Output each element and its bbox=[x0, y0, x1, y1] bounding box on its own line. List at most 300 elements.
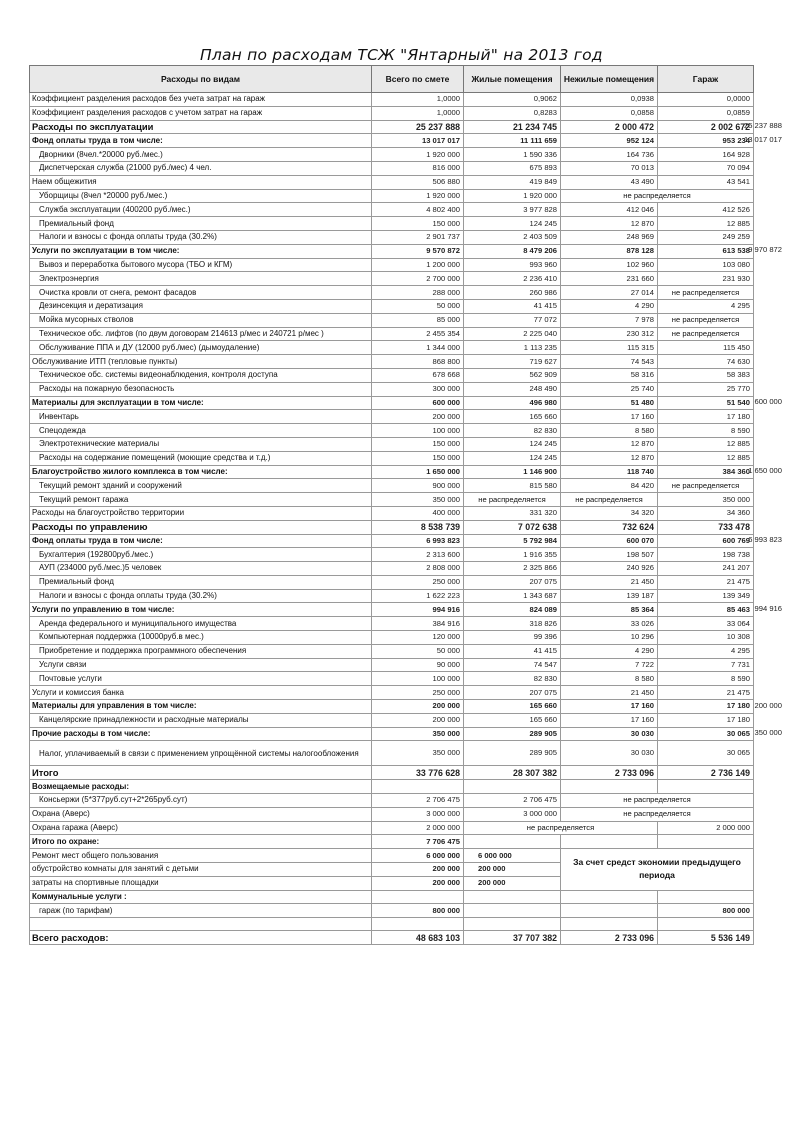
row-label: Услуги и комиссия банка bbox=[30, 686, 372, 700]
row-label: Охрана (Аверс) bbox=[30, 807, 372, 821]
cell-residential: 6 000 000 bbox=[464, 849, 561, 863]
cell-garage: 12 885 bbox=[658, 217, 754, 231]
cell-residential: не распределяется bbox=[464, 821, 658, 835]
row-label: Расходы по эксплуатации bbox=[30, 120, 372, 134]
cell-nonresidential: 7 978 bbox=[561, 313, 658, 327]
row-label: Расходы по управлению bbox=[30, 520, 372, 534]
cell-nonresidential: 139 187 bbox=[561, 589, 658, 603]
cell-garage: не распределяется bbox=[658, 327, 754, 341]
cell-residential: 1 920 000 bbox=[464, 189, 561, 203]
cell-total: 3 000 000 bbox=[372, 807, 464, 821]
cell-total: 200 000 bbox=[372, 713, 464, 727]
row-label: Услуги связи bbox=[30, 658, 372, 672]
table-row bbox=[30, 465, 754, 479]
cell-total: 816 000 bbox=[372, 161, 464, 175]
cell-total: 150 000 bbox=[372, 217, 464, 231]
cell-residential: 2 236 410 bbox=[464, 272, 561, 286]
table-row bbox=[30, 766, 754, 780]
row-label: Фонд оплаты труда в том числе: bbox=[30, 534, 372, 548]
cell-empty bbox=[658, 890, 754, 904]
cell-total: 400 000 bbox=[372, 506, 464, 520]
row-label: Ремонт мест общего пользования bbox=[30, 849, 372, 863]
cell-garage: 43 541 bbox=[658, 175, 754, 189]
row-label: Налог, уплачиваемый в связи с применением упрощённой системы налогообложения bbox=[30, 741, 372, 766]
cell-total: 8 538 739 bbox=[372, 520, 464, 534]
cell-nonresidential: 34 320 bbox=[561, 506, 658, 520]
row-label: Коэффициент разделения расходов с учетом затрат на гараж bbox=[30, 106, 372, 120]
row-label: Канцелярские принадлежности и расходные материалы bbox=[30, 713, 372, 727]
cell-nonresidential: 8 580 bbox=[561, 672, 658, 686]
cell-total: 1 344 000 bbox=[372, 341, 464, 355]
cell-garage: 384 360 bbox=[658, 465, 754, 479]
row-label: Электротехнические материалы bbox=[30, 437, 372, 451]
cell-total bbox=[372, 780, 464, 794]
row-label: Аренда федерального и муниципального имущества bbox=[30, 617, 372, 631]
table-row bbox=[30, 244, 754, 258]
cell-nonresidential bbox=[561, 780, 658, 794]
economy-note: За счет средст экономии предыдущего периода bbox=[561, 849, 754, 890]
cell-nonresidential: 2 733 096 bbox=[561, 931, 658, 945]
cell-residential: 0,9062 bbox=[464, 93, 561, 107]
side-total: 600 000 bbox=[754, 397, 782, 407]
cell-total: 2 700 000 bbox=[372, 272, 464, 286]
cell-total: 250 000 bbox=[372, 575, 464, 589]
table-row bbox=[30, 203, 754, 217]
cell-garage: 34 360 bbox=[658, 506, 754, 520]
cell-total: 6 000 000 bbox=[372, 849, 464, 863]
cell-nonresidential: не распределяется bbox=[561, 493, 658, 507]
side-total: 13 017 017 bbox=[743, 134, 782, 144]
cell-empty bbox=[464, 918, 561, 931]
cell-nonresidential: 198 507 bbox=[561, 548, 658, 562]
cell-empty bbox=[372, 918, 464, 931]
cell-residential: 165 660 bbox=[464, 700, 561, 714]
cell-nonresidential: 732 624 bbox=[561, 520, 658, 534]
cell-residential: 1 343 687 bbox=[464, 589, 561, 603]
cell-nonresidential: 30 030 bbox=[561, 741, 658, 766]
table-row bbox=[30, 410, 754, 424]
cell-empty bbox=[30, 918, 372, 931]
cell-nonresidential: 0,0938 bbox=[561, 93, 658, 107]
cell-total: 13 017 017 bbox=[372, 134, 464, 148]
cell-residential: 260 986 bbox=[464, 286, 561, 300]
table-row bbox=[30, 106, 754, 120]
cell-residential: 2 706 475 bbox=[464, 794, 561, 808]
cell-residential: 82 830 bbox=[464, 424, 561, 438]
cell-total: 300 000 bbox=[372, 382, 464, 396]
cell-empty bbox=[464, 835, 561, 849]
cell-nonresidential: 4 290 bbox=[561, 299, 658, 313]
cell-total: 200 000 bbox=[372, 863, 464, 877]
cell-empty bbox=[464, 890, 561, 904]
table-row bbox=[30, 451, 754, 465]
cell-total: 800 000 bbox=[372, 904, 464, 918]
cell-nonresidential: 70 013 bbox=[561, 161, 658, 175]
cell-nonresidential: 10 296 bbox=[561, 631, 658, 645]
cell-residential: 0,8283 bbox=[464, 106, 561, 120]
cell-total: 120 000 bbox=[372, 631, 464, 645]
cell-garage: 231 930 bbox=[658, 272, 754, 286]
cell-garage: 17 180 bbox=[658, 713, 754, 727]
side-total: 25 237 888 bbox=[743, 121, 782, 131]
cell-nonresidential: 43 490 bbox=[561, 175, 658, 189]
row-label: Уборщицы (8чел *20000 руб./мес.) bbox=[30, 189, 372, 203]
row-label: Обслуживание ППА и ДУ (12000 руб./мес) (дымоудаление) bbox=[30, 341, 372, 355]
cell-garage: 5 536 149 bbox=[658, 931, 754, 945]
cell-garage: не распределяется bbox=[658, 313, 754, 327]
table-row bbox=[30, 479, 754, 493]
cell-total: 4 802 400 bbox=[372, 203, 464, 217]
table-row bbox=[30, 258, 754, 272]
row-label: Услуги по управлению в том числе: bbox=[30, 603, 372, 617]
cell-garage: 0,0859 bbox=[658, 106, 754, 120]
cell-residential: не распределяется bbox=[464, 493, 561, 507]
cell-garage: не распределяется bbox=[658, 479, 754, 493]
row-label: Итого по охране: bbox=[30, 835, 372, 849]
table-row bbox=[30, 741, 754, 766]
cell-total: 85 000 bbox=[372, 313, 464, 327]
row-label: Материалы для управления в том числе: bbox=[30, 700, 372, 714]
table-row bbox=[30, 631, 754, 645]
table-row bbox=[30, 534, 754, 548]
row-label: Материалы для эксплуатации в том числе: bbox=[30, 396, 372, 410]
table-row bbox=[30, 189, 754, 203]
cell-garage: 249 259 bbox=[658, 230, 754, 244]
header-expense-type: Расходы по видам bbox=[30, 66, 372, 93]
cell-total: 678 668 bbox=[372, 368, 464, 382]
cell-total: 900 000 bbox=[372, 479, 464, 493]
security-total-row bbox=[30, 835, 754, 849]
table-row bbox=[30, 93, 754, 107]
row-label: Охрана гаража (Аверс) bbox=[30, 821, 372, 835]
table-row bbox=[30, 299, 754, 313]
cell-garage: 33 064 bbox=[658, 617, 754, 631]
row-label: Служба эксплуатации (400200 руб./мес.) bbox=[30, 203, 372, 217]
table-row bbox=[30, 355, 754, 369]
table-row bbox=[30, 780, 754, 794]
cell-empty bbox=[561, 835, 658, 849]
cell-nonresidential: 102 960 bbox=[561, 258, 658, 272]
cell-total: 2 901 737 bbox=[372, 230, 464, 244]
table-row bbox=[30, 134, 754, 148]
table-row bbox=[30, 327, 754, 341]
cell-residential: 207 075 bbox=[464, 575, 561, 589]
cell-total: 288 000 bbox=[372, 286, 464, 300]
cell-garage: 12 885 bbox=[658, 437, 754, 451]
cell-total: 2 808 000 bbox=[372, 562, 464, 576]
cell-residential: 719 627 bbox=[464, 355, 561, 369]
row-label: Итого bbox=[30, 766, 372, 780]
table-row bbox=[30, 272, 754, 286]
row-label: Техническое обс. системы видеонаблюдения, контроля доступа bbox=[30, 368, 372, 382]
row-label: Компьютерная поддержка (10000руб.в мес.) bbox=[30, 631, 372, 645]
cell-residential: 82 830 bbox=[464, 672, 561, 686]
cell-residential: 28 307 382 bbox=[464, 766, 561, 780]
row-label: Электроэнергия bbox=[30, 272, 372, 286]
table-row bbox=[30, 382, 754, 396]
cell-garage: 8 590 bbox=[658, 672, 754, 686]
cell-garage: 4 295 bbox=[658, 299, 754, 313]
row-label: Налоги и взносы с фонда оплаты труда (30.2%) bbox=[30, 589, 372, 603]
cell-garage: 139 349 bbox=[658, 589, 754, 603]
cell-garage: 25 770 bbox=[658, 382, 754, 396]
cell-nonresidential: 17 160 bbox=[561, 713, 658, 727]
row-label: Текущий ремонт гаража bbox=[30, 493, 372, 507]
table-header-row bbox=[30, 66, 754, 93]
cell-residential: 815 580 bbox=[464, 479, 561, 493]
cell-nonresidential: 21 450 bbox=[561, 575, 658, 589]
side-total: 6 993 823 bbox=[748, 535, 782, 544]
cell-residential: 1 113 235 bbox=[464, 341, 561, 355]
cell-total: 350 000 bbox=[372, 741, 464, 766]
spacer-row bbox=[30, 918, 754, 931]
header-garage: Гараж bbox=[658, 66, 754, 93]
cell-residential: 289 905 bbox=[464, 727, 561, 741]
table-row bbox=[30, 617, 754, 631]
table-row bbox=[30, 506, 754, 520]
cell-garage: 350 000 bbox=[658, 493, 754, 507]
row-label: Бухгалтерия (192800руб./мес.) bbox=[30, 548, 372, 562]
cell-total: 994 916 bbox=[372, 603, 464, 617]
row-label: Премиальный фонд bbox=[30, 575, 372, 589]
cell-residential: 562 909 bbox=[464, 368, 561, 382]
table-row bbox=[30, 603, 754, 617]
page-title: План по расходам ТСЖ "Янтарный" на 2013 год bbox=[200, 46, 603, 64]
cell-nonresidential: 230 312 bbox=[561, 327, 658, 341]
cell-garage: 953 234 bbox=[658, 134, 754, 148]
cell-total: 48 683 103 bbox=[372, 931, 464, 945]
row-label: Консьержи (5*377руб.сут+2*265руб.сут) bbox=[30, 794, 372, 808]
cell-garage: 198 738 bbox=[658, 548, 754, 562]
table-row bbox=[30, 120, 754, 134]
cell-total: 50 000 bbox=[372, 644, 464, 658]
cell-garage: 733 478 bbox=[658, 520, 754, 534]
row-label: Дезинсекция и дератизация bbox=[30, 299, 372, 313]
cell-total: 33 776 628 bbox=[372, 766, 464, 780]
cell-nonresidential: 952 124 bbox=[561, 134, 658, 148]
row-label: Налоги и взносы с фонда оплаты труда (30.2%) bbox=[30, 230, 372, 244]
table-row bbox=[30, 217, 754, 231]
row-label: Дворники (8чел.*20000 руб./мес.) bbox=[30, 148, 372, 162]
side-total: 1 650 000 bbox=[748, 466, 782, 476]
row-label: Вывоз и переработка бытового мусора (ТБО и КГМ) bbox=[30, 258, 372, 272]
cell-empty bbox=[561, 918, 658, 931]
table-row bbox=[30, 700, 754, 714]
cell-garage: 8 590 bbox=[658, 424, 754, 438]
cell-residential: 124 245 bbox=[464, 217, 561, 231]
cell-garage: 4 295 bbox=[658, 644, 754, 658]
cell-nonresidential: 84 420 bbox=[561, 479, 658, 493]
cell-garage: 2 736 149 bbox=[658, 766, 754, 780]
cell-garage: 70 094 bbox=[658, 161, 754, 175]
cell-residential: 2 325 866 bbox=[464, 562, 561, 576]
row-label: Возмещаемые расходы: bbox=[30, 780, 372, 794]
cell-residential: 3 977 828 bbox=[464, 203, 561, 217]
side-total: 200 000 bbox=[754, 700, 782, 710]
cell-nonresidential: 17 160 bbox=[561, 410, 658, 424]
row-label: Текущий ремонт зданий и сооружений bbox=[30, 479, 372, 493]
cell-nonresidential: 4 290 bbox=[561, 644, 658, 658]
cell-nonresidential: 21 450 bbox=[561, 686, 658, 700]
cell-garage: 412 526 bbox=[658, 203, 754, 217]
cell-residential: 824 089 bbox=[464, 603, 561, 617]
cell-total: 2 000 000 bbox=[372, 821, 464, 835]
table-row bbox=[30, 286, 754, 300]
cell-residential: 675 893 bbox=[464, 161, 561, 175]
cell-garage: 17 180 bbox=[658, 700, 754, 714]
cell-total: 100 000 bbox=[372, 672, 464, 686]
cell-total: 50 000 bbox=[372, 299, 464, 313]
cell-garage: 30 065 bbox=[658, 727, 754, 741]
table-row bbox=[30, 575, 754, 589]
table-row bbox=[30, 686, 754, 700]
cell-residential: 41 415 bbox=[464, 299, 561, 313]
cell-empty bbox=[561, 890, 658, 904]
table-row bbox=[30, 644, 754, 658]
budget-table-tail bbox=[30, 835, 754, 945]
cell-total: 2 313 600 bbox=[372, 548, 464, 562]
table-row bbox=[30, 672, 754, 686]
cell-total: 200 000 bbox=[372, 700, 464, 714]
cell-garage: 21 475 bbox=[658, 575, 754, 589]
table-row bbox=[30, 368, 754, 382]
row-label: Прочие расходы в том числе: bbox=[30, 727, 372, 741]
row-label: Благоустройство жилого комплекса в том числе: bbox=[30, 465, 372, 479]
cell-residential: 289 905 bbox=[464, 741, 561, 766]
cell-nonresidential: 7 722 bbox=[561, 658, 658, 672]
row-label: Расходы на содержание помещений (моющие средства и т.д.) bbox=[30, 451, 372, 465]
table-row bbox=[30, 493, 754, 507]
row-label: Приобретение и поддержка программного обеспечения bbox=[30, 644, 372, 658]
cell-residential: 200 000 bbox=[464, 863, 561, 877]
row-label: Обслуживание ИТП (тепловые пункты) bbox=[30, 355, 372, 369]
cell-residential: 77 072 bbox=[464, 313, 561, 327]
cell-total: 200 000 bbox=[372, 410, 464, 424]
cell-residential: 1 590 336 bbox=[464, 148, 561, 162]
cell-garage: 58 383 bbox=[658, 368, 754, 382]
row-label: Диспетчерская служба (21000 руб./мес) 4 чел. bbox=[30, 161, 372, 175]
row-label: Расходы на пожарную безопасность bbox=[30, 382, 372, 396]
row-label: Фонд оплаты труда в том числе: bbox=[30, 134, 372, 148]
cell-residential: 165 660 bbox=[464, 410, 561, 424]
table-row bbox=[30, 727, 754, 741]
cell-total: 868 800 bbox=[372, 355, 464, 369]
cell-nonresidential: 164 736 bbox=[561, 148, 658, 162]
cell-total: 150 000 bbox=[372, 451, 464, 465]
cell-nonresidential: 17 160 bbox=[561, 700, 658, 714]
cell-empty bbox=[658, 918, 754, 931]
cell-residential: 37 707 382 bbox=[464, 931, 561, 945]
row-label: Техническое обс. лифтов (по двум договорам 214613 р/мес и 240721 р/мес ) bbox=[30, 327, 372, 341]
cell-residential: 11 111 659 bbox=[464, 134, 561, 148]
cell-residential: 2 225 040 bbox=[464, 327, 561, 341]
header-nonresidential: Нежилые помещения bbox=[561, 66, 658, 93]
cell-residential: 496 980 bbox=[464, 396, 561, 410]
table-row bbox=[30, 562, 754, 576]
cell-residential: 8 479 206 bbox=[464, 244, 561, 258]
utilities-garage-row bbox=[30, 904, 754, 918]
budget-table-container bbox=[29, 65, 753, 945]
row-label: гараж (по тарифам) bbox=[30, 904, 372, 918]
table-row bbox=[30, 807, 754, 821]
cell-residential: 1 146 900 bbox=[464, 465, 561, 479]
row-label: Всего расходов: bbox=[30, 931, 372, 945]
row-label: Мойка мусорных стволов bbox=[30, 313, 372, 327]
cell-total: 9 570 872 bbox=[372, 244, 464, 258]
cell-total: 1,0000 bbox=[372, 93, 464, 107]
cell-garage: 2 000 000 bbox=[658, 821, 754, 835]
cell-empty bbox=[561, 904, 658, 918]
cell-nonresidential: 33 026 bbox=[561, 617, 658, 631]
cell-total: 6 993 823 bbox=[372, 534, 464, 548]
cell-nonresidential: 12 870 bbox=[561, 451, 658, 465]
table-row bbox=[30, 713, 754, 727]
budget-table-body bbox=[30, 93, 754, 835]
cell-nonresidential: 2 733 096 bbox=[561, 766, 658, 780]
cell-garage: 30 065 bbox=[658, 741, 754, 766]
cell-garage: 2 002 672 bbox=[658, 120, 754, 134]
header-total: Всего по смете bbox=[372, 66, 464, 93]
row-label: Наем общежития bbox=[30, 175, 372, 189]
cell-garage: 164 928 bbox=[658, 148, 754, 162]
cell-nonresidential: 74 543 bbox=[561, 355, 658, 369]
cell-total: 1 920 000 bbox=[372, 189, 464, 203]
cell-nonresidential: 0,0858 bbox=[561, 106, 658, 120]
cell-nonresidential: 27 014 bbox=[561, 286, 658, 300]
cell-total: 1 650 000 bbox=[372, 465, 464, 479]
cell-residential: 331 320 bbox=[464, 506, 561, 520]
side-total: 994 916 bbox=[754, 603, 782, 613]
cell-garage: 103 080 bbox=[658, 258, 754, 272]
table-row bbox=[30, 794, 754, 808]
cell-garage: 51 540 bbox=[658, 396, 754, 410]
cell-residential: 41 415 bbox=[464, 644, 561, 658]
cell-garage: 85 463 bbox=[658, 603, 754, 617]
cell-residential: 318 826 bbox=[464, 617, 561, 631]
cell-residential: 1 916 355 bbox=[464, 548, 561, 562]
cell-total: 1 200 000 bbox=[372, 258, 464, 272]
cell-total: 506 880 bbox=[372, 175, 464, 189]
cell-nonresidential: 118 740 bbox=[561, 465, 658, 479]
cell-residential: 99 396 bbox=[464, 631, 561, 645]
cell-garage: 7 731 bbox=[658, 658, 754, 672]
row-label: Очистка кровли от снега, ремонт фасадов bbox=[30, 286, 372, 300]
row-label: АУП (234000 руб./мес.)5 человек bbox=[30, 562, 372, 576]
cell-nonresidential: 2 000 472 bbox=[561, 120, 658, 134]
cell-total: 1,0000 bbox=[372, 106, 464, 120]
utilities-header-row bbox=[30, 890, 754, 904]
cell-total: 7 706 475 bbox=[372, 835, 464, 849]
cell-residential: 419 849 bbox=[464, 175, 561, 189]
cell-garage: не распределяется bbox=[658, 286, 754, 300]
cell-nonresidential: 600 070 bbox=[561, 534, 658, 548]
cell-total: 25 237 888 bbox=[372, 120, 464, 134]
header-residential: Жилые помещения bbox=[464, 66, 561, 93]
cell-nonresidential: 248 969 bbox=[561, 230, 658, 244]
cell-total: 150 000 bbox=[372, 437, 464, 451]
cell-garage: 800 000 bbox=[658, 904, 754, 918]
side-total: 350 000 bbox=[754, 728, 782, 738]
cell-nonresidential: 412 046 bbox=[561, 203, 658, 217]
cell-nonresidential: 240 926 bbox=[561, 562, 658, 576]
table-row bbox=[30, 548, 754, 562]
row-label: Коммунальные услуги : bbox=[30, 890, 372, 904]
cell-garage: 17 180 bbox=[658, 410, 754, 424]
cell-residential: 5 792 984 bbox=[464, 534, 561, 548]
cell-total: 1 622 223 bbox=[372, 589, 464, 603]
row-label: Расходы на благоустройство территории bbox=[30, 506, 372, 520]
cell-residential: 124 245 bbox=[464, 451, 561, 465]
